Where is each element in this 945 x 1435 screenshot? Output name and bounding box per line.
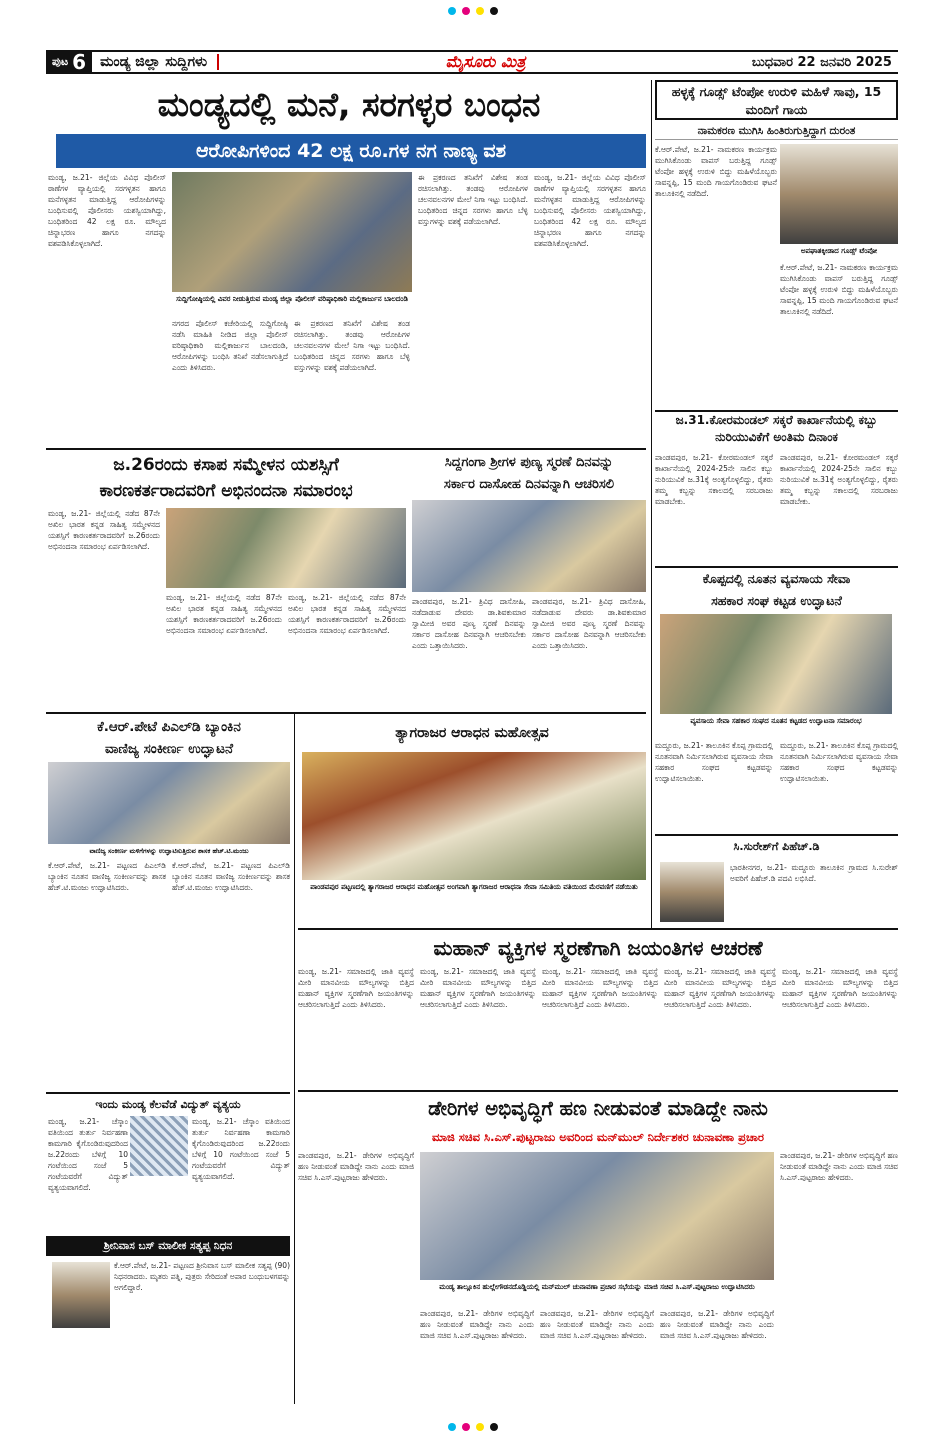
- phd-body: ಭಾರತೀನಗರ, ಜ.21- ಮದ್ದೂರು ತಾಲೂಕಿನ ಗ್ರಾಮದ ಸಿ.ಸುರೇಶ್ ಅವರಿಗೆ ಪಿಹೆಚ್.ಡಿ ಪದವಿ ಲಭಿಸಿದೆ.: [730, 863, 898, 883]
- masthead-brand: ಮೈಸೂರು ಮಿತ್ರ: [445, 52, 526, 71]
- dairy-photo: [420, 1152, 774, 1280]
- pld-photo-caption: ವಾಣಿಜ್ಯ ಸಂಕೀರ್ಣ ಮಳಿಗೆಗಳನ್ನು ಉದ್ಘಾಟಿಸುತ್ತಿರುವ ಶಾಸಕ ಹೆಚ್.ಟಿ.ಮಂಜು: [89, 847, 249, 855]
- sugar-body-right: ಪಾಂಡವಪುರ, ಜ.21- ಕೋರಮಂಡಲ್ ಸಕ್ಕರೆ ಕಾರ್ಖಾನೆಯಲ್ಲಿ 2024-25ನೇ ಸಾಲಿನ ಕಬ್ಬು ನುರಿಯುವಿಕೆ ಜ.31ಕ್ಕೆ ಅಂತ್ಯಗೊಳ್ಳಲಿದ್ದು, ರೈತರು ತಮ್ಮ ಕಬ್ಬನ್ನು ಸಕಾಲದಲ್ಲಿ ಸರಬರಾಜು ಮಾಡಬೇಕು.: [780, 453, 898, 506]
- kasapa-headline-1: ಜ.26ರಂದು ಕಸಾಪ ಸಮ್ಮೇಳನ ಯಶಸ್ಸಿಗೆ: [113, 455, 339, 475]
- divider-kasapa: [46, 448, 646, 450]
- koppa-photo-caption: ವ್ಯವಸಾಯ ಸೇವಾ ಸಹಕಾರ ಸಂಘದ ನೂತನ ಕಟ್ಟಡದ ಉದ್ಘಾಟನಾ ಸಮಾರಂಭ: [690, 717, 862, 725]
- koppa-body-left: ಮದ್ದೂರು, ಜ.21- ತಾಲೂಕಿನ ಕೊಪ್ಪ ಗ್ರಾಮದಲ್ಲಿ ನೂತನವಾಗಿ ನಿರ್ಮಿಸಲಾಗಿರುವ ವ್ಯವಸಾಯ ಸೇವಾ ಸಹಕಾರ ಸಂಘದ ಕಟ್ಟಡವನ್ನು ಉದ್ಘಾಟಿಸಲಾಯಿತು.: [655, 741, 773, 783]
- tyagaraja-headline: ತ್ಯಾಗರಾಜರ ಆರಾಧನ ಮಹೋತ್ಸವ: [395, 725, 549, 741]
- bus-owner-title: ಶ್ರೀನಿವಾಸ ಬಸ್ ಮಾಲೀಕ ಸತ್ಯಪ್ಪ ನಿಧನ: [103, 1240, 233, 1252]
- lead-body-col-4: ಈ ಪ್ರಕರಣದ ತನಿಖೆಗೆ ವಿಶೇಷ ತಂಡ ರಚಿಸಲಾಗಿತ್ತು. ತಂಡವು ಆರೋಪಿಗಳ ಚಲನವಲನಗಳ ಮೇಲೆ ನಿಗಾ ಇಟ್ಟು ಬಂಧಿಸಿದೆ. ಬಂಧಿತರಿಂದ ಚಿನ್ನದ ಸರಗಳು ಹಾಗೂ ಬೆಳ್ಳಿ ವಸ್ತುಗಳನ್ನು ವಶಕ್ಕೆ ಪಡೆಯಲಾಗಿದೆ.: [418, 173, 528, 226]
- power-headline: ಇಂದು ಮಂಡ್ಯ ಕೆಲವೆಡೆ ವಿದ್ಯುತ್ ವ್ಯತ್ಯಯ: [95, 1098, 241, 1111]
- kasapa-body-col-1: ಮಂಡ್ಯ, ಜ.21- ಜಿಲ್ಲೆಯಲ್ಲಿ ನಡೆದ 87ನೇ ಅಖಿಲ ಭಾರತ ಕನ್ನಡ ಸಾಹಿತ್ಯ ಸಮ್ಮೇಳನದ ಯಶಸ್ಸಿಗೆ ಕಾರಣಕರ್ತರಾದವರಿಗೆ ಜ.26ರಂದು ಅಭಿನಂದನಾ ಸಮಾರಂಭ ಏರ್ಪಡಿಸಲಾಗಿದೆ.: [48, 509, 160, 551]
- page-number: 6: [72, 50, 87, 74]
- power-body-left: ಮಂಡ್ಯ, ಜ.21- ಚೆಸ್ಕಾಂ ವತಿಯಿಂದ ತುರ್ತು ನಿರ್ವಹಣಾ ಕಾಮಗಾರಿ ಕೈಗೊಂಡಿರುವುದರಿಂದ ಜ.22ರಂದು ಬೆಳಿಗ್ಗೆ 10 ಗಂಟೆಯಿಂದ ಸಂಜೆ 5 ಗಂಟೆಯವರೆಗೆ ವಿದ್ಯುತ್ ವ್ಯತ್ಯಯವಾಗಲಿದೆ.: [48, 1117, 128, 1192]
- power-body-right: ಮಂಡ್ಯ, ಜ.21- ಚೆಸ್ಕಾಂ ವತಿಯಿಂದ ತುರ್ತು ನಿರ್ವಹಣಾ ಕಾಮಗಾರಿ ಕೈಗೊಂಡಿರುವುದರಿಂದ ಜ.22ರಂದು ಬೆಳಿಗ್ಗೆ 10 ಗಂಟೆಯಿಂದ ಸಂಜೆ 5 ಗಂಟೆಯವರೆಗೆ ವಿದ್ಯುತ್ ವ್ಯತ್ಯಯವಾಗಲಿದೆ.: [192, 1117, 290, 1181]
- jayanti-body-col-5: ಮಂಡ್ಯ, ಜ.21- ಸಮಾಜದಲ್ಲಿ ಜಾತಿ ವ್ಯವಸ್ಥೆ ಮೀರಿ ಮಾನವೀಯ ಮೌಲ್ಯಗಳನ್ನು ಬಿತ್ತಿದ ಮಹಾನ್ ವ್ಯಕ್ತಿಗಳ ಸ್ಮರಣೆಗಾಗಿ ಜಯಂತಿಗಳನ್ನು ಆಚರಿಸಲಾಗುತ್ತಿದೆ ಎಂದು ತಿಳಿಸಿದರು.: [782, 967, 898, 1009]
- issue-date: ಬುಧವಾರ 22 ಜನವರಿ 2025: [751, 54, 892, 70]
- koppa-body-right: ಮದ್ದೂರು, ಜ.21- ತಾಲೂಕಿನ ಕೊಪ್ಪ ಗ್ರಾಮದಲ್ಲಿ ನೂತನವಾಗಿ ನಿರ್ಮಿಸಲಾಗಿರುವ ವ್ಯವಸಾಯ ಸೇವಾ ಸಹಕಾರ ಸಂಘದ ಕಟ್ಟಡವನ್ನು ಉದ್ಘಾಟಿಸಲಾಯಿತು.: [780, 741, 898, 783]
- pld-headline-2: ವಾಣಿಜ್ಯ ಸಂಕೀರ್ಣ ಉದ್ಘಾಟನೆ: [104, 741, 234, 757]
- accident-photo-caption: ಅಪಘಾತಕ್ಕೀಡಾದ ಗೂಡ್ಸ್ ಟೆಂಪೋ: [800, 247, 878, 255]
- siddaganga-body-col-1: ಪಾಂಡವಪುರ, ಜ.21- ತ್ರಿವಿಧ ದಾಸೋಹಿ, ನಡೆದಾಡುವ ದೇವರು ಡಾ.ಶಿವಕುಮಾರ ಸ್ವಾಮೀಜಿ ಅವರ ಪುಣ್ಯ ಸ್ಮರಣೆ ದಿನವನ್ನು ಸರ್ಕಾರ ದಾಸೋಹ ದಿನವನ್ನಾಗಿ ಆಚರಿಸಬೇಕು ಎಂದು ಒತ್ತಾಯಿಸಿದರು.: [412, 597, 526, 650]
- registration-marks-top: [0, 0, 945, 8]
- lead-body-col-5: ಮಂಡ್ಯ, ಜ.21- ಜಿಲ್ಲೆಯ ವಿವಿಧ ಪೊಲೀಸ್ ಠಾಣೆಗಳ ವ್ಯಾಪ್ತಿಯಲ್ಲಿ ಸರಗಳ್ಳತನ ಹಾಗೂ ಮನೆಗಳ್ಳತನ ಮಾಡುತ್ತಿದ್ದ ಆರೋಪಿಗಳನ್ನು ಬಂಧಿಸುವಲ್ಲಿ ಪೊಲೀಸರು ಯಶಸ್ವಿಯಾಗಿದ್ದು, ಬಂಧಿತರಿಂದ 42 ಲಕ್ಷ ರೂ. ಮೌಲ್ಯದ ಚಿನ್ನಾಭರಣ ಹಾಗೂ ನಗದನ್ನು ವಶಪಡಿಸಿಕೊಳ್ಳಲಾಗಿದೆ.: [534, 173, 646, 248]
- accident-headline-box: [655, 80, 898, 120]
- accident-photo: [780, 144, 898, 244]
- jayanti-headline: ಮಹಾನ್ ವ್ಯಕ್ತಿಗಳ ಸ್ಮರಣೆಗಾಗಿ ಜಯಂತಿಗಳ ಆಚರಣೆ: [433, 936, 763, 960]
- sugar-headline: ಜ.31.ಕೋರಮಂಡಲ್ ಸಕ್ಕರೆ ಕಾರ್ಖಾನೆಯಲ್ಲಿ ಕಬ್ಬು ನುರಿಯುವಿಕೆಗೆ ಅಂತಿಮ ದಿನಾಂಕ: [675, 413, 878, 444]
- dairy-headline: ಡೇರಿಗಳ ಅಭಿವೃದ್ಧಿಗೆ ಹಣ ನೀಡುವಂತೆ ಮಾಡಿದ್ದೇ ನಾನು: [428, 1097, 768, 1120]
- accident-headline: ಹಳ್ಳಕ್ಕೆ ಗೂಡ್ಸ್ ಟೆಂಪೋ ಉರುಳಿ ಮಹಿಳೆ ಸಾವು, 15 ಮಂದಿಗೆ ಗಾಯ: [671, 84, 882, 117]
- kasapa-headline-2: ಕಾರಣಕರ್ತರಾದವರಿಗೆ ಅಭಿನಂದನಾ ಸಮಾರಂಭ: [99, 481, 353, 501]
- koppa-headline-1: ಕೊಪ್ಪದಲ್ಲಿ ನೂತನ ವ್ಯವಸಾಯ ಸೇವಾ: [702, 571, 851, 586]
- jayanti-body-col-2: ಮಂಡ್ಯ, ಜ.21- ಸಮಾಜದಲ್ಲಿ ಜಾತಿ ವ್ಯವಸ್ಥೆ ಮೀರಿ ಮಾನವೀಯ ಮೌಲ್ಯಗಳನ್ನು ಬಿತ್ತಿದ ಮಹಾನ್ ವ್ಯಕ್ತಿಗಳ ಸ್ಮರಣೆಗಾಗಿ ಜಯಂತಿಗಳನ್ನು ಆಚರಿಸಲಾಗುತ್ತಿದೆ ಎಂದು ತಿಳಿಸಿದರು.: [420, 967, 536, 1009]
- page-header: [46, 50, 898, 74]
- dairy-body-col-5: ಪಾಂಡವಪುರ, ಜ.21- ಡೇರಿಗಳ ಅಭಿವೃದ್ಧಿಗೆ ಹಣ ನೀಡುವಂತೆ ಮಾಡಿದ್ದೇ ನಾನು ಎಂದು ಮಾಜಿ ಸಚಿವ ಸಿ.ಎಸ್.ಪುಟ್ಟರಾಜು ಹೇಳಿದರು.: [780, 1151, 898, 1182]
- dairy-body-col-1: ಪಾಂಡವಪುರ, ಜ.21- ಡೇರಿಗಳ ಅಭಿವೃದ್ಧಿಗೆ ಹಣ ನೀಡುವಂತೆ ಮಾಡಿದ್ದೇ ನಾನು ಎಂದು ಮಾಜಿ ಸಚಿವ ಸಿ.ಎಸ್.ಪುಟ್ಟರಾಜು ಹೇಳಿದರು.: [298, 1151, 414, 1182]
- koppa-photo: [660, 614, 892, 714]
- pld-body-col-1: ಕೆ.ಆರ್.ಪೇಟೆ, ಜ.21- ಪಟ್ಟಣದ ಪಿಎಲ್‌ಡಿ ಬ್ಯಾಂಕಿನ ನೂತನ ವಾಣಿಜ್ಯ ಸಂಕೀರ್ಣವನ್ನು ಶಾಸಕ ಹೆಚ್.ಟಿ.ಮಂಜು ಉದ್ಘಾಟಿಸಿದರು.: [48, 861, 166, 892]
- dairy-body-col-4: ಪಾಂಡವಪುರ, ಜ.21- ಡೇರಿಗಳ ಅಭಿವೃದ್ಧಿಗೆ ಹಣ ನೀಡುವಂತೆ ಮಾಡಿದ್ದೇ ನಾನು ಎಂದು ಮಾಜಿ ಸಚಿವ ಸಿ.ಎಸ್.ಪುಟ್ಟರಾಜು ಹೇಳಿದರು.: [660, 1309, 774, 1340]
- dairy-subhead: ಮಾಜಿ ಸಚಿವ ಸಿ.ಎಸ್.ಪುಟ್ಟರಾಜು ಅವರಿಂದ ಮನ್‌ಮುಲ್ ನಿರ್ದೇಶಕರ ಚುನಾವಣಾ ಪ್ರಚಾರ: [432, 1130, 764, 1144]
- divider-power: [46, 1092, 290, 1094]
- column-rule-left: [294, 714, 295, 1404]
- tyagaraja-photo-caption: ಪಾಂಡವಪುರ ಪಟ್ಟಣದಲ್ಲಿ ತ್ಯಾಗರಾಜರ ಆರಾಧನ ಮಹೋತ್ಸವ ಅಂಗವಾಗಿ ತ್ಯಾಗರಾಜರ ಆರಾಧನಾ ಸೇವಾ ಸಮಿತಿಯ ವತಿಯಿಂದ ಮೆರವಣಿಗೆ ನಡೆಯಿತು: [310, 883, 638, 891]
- registration-marks-bottom: [0, 1416, 945, 1424]
- phd-title-box: [655, 834, 898, 858]
- lead-body-col-3: ಈ ಪ್ರಕರಣದ ತನಿಖೆಗೆ ವಿಶೇಷ ತಂಡ ರಚಿಸಲಾಗಿತ್ತು. ತಂಡವು ಆರೋಪಿಗಳ ಚಲನವಲನಗಳ ಮೇಲೆ ನಿಗಾ ಇಟ್ಟು ಬಂಧಿಸಿದೆ. ಬಂಧಿತರಿಂದ ಚಿನ್ನದ ಸರಗಳು ಹಾಗೂ ಬೆಳ್ಳಿ ವಸ್ತುಗಳನ್ನು ವಶಕ್ಕೆ ಪಡೆಯಲಾಗಿದೆ.: [294, 319, 410, 372]
- divider-pld: [46, 712, 646, 714]
- koppa-headline-2: ಸಹಕಾರ ಸಂಘ ಕಟ್ಟಡ ಉದ್ಘಾಟನೆ: [711, 593, 842, 608]
- lead-body-col-2: ನಗರದ ಪೊಲೀಸ್ ಕಚೇರಿಯಲ್ಲಿ ಸುದ್ದಿಗೋಷ್ಠಿ ನಡೆಸಿ ಮಾಹಿತಿ ನೀಡಿದ ಜಿಲ್ಲಾ ಪೊಲೀಸ್ ವರಿಷ್ಠಾಧಿಕಾರಿ ಮಲ್ಲಿಕಾರ್ಜುನ ಬಾಲದಂಡಿ, ಆರೋಪಿಗಳನ್ನು ಬಂಧಿಸಿ ತನಿಖೆ ನಡೆಸಲಾಗುತ್ತಿದೆ ಎಂದು ತಿಳಿಸಿದರು.: [172, 319, 288, 372]
- phd-title: ಸಿ.ಸುರೇಶ್‌ಗೆ ಪಿಹೆಚ್.ಡಿ: [733, 840, 820, 853]
- tyagaraja-photo: [302, 752, 646, 880]
- koppa-headline-box: [655, 566, 898, 612]
- divider-jayanti: [298, 928, 898, 930]
- kasapa-photo: [166, 508, 406, 588]
- bus-owner-portrait: [52, 1262, 110, 1328]
- bus-owner-body: ಕೆ.ಆರ್.ಪೇಟೆ, ಜ.21- ಪಟ್ಟಣದ ಶ್ರೀನಿವಾಸ ಬಸ್ ಮಾಲೀಕ ಸತ್ಯಪ್ಪ (90) ನಿಧನರಾದರು. ಮೃತರು ಪತ್ನಿ, ಪುತ್ರರು ಸೇರಿದಂತೆ ಅಪಾರ ಬಂಧುಬಳಗವನ್ನು ಅಗಲಿದ್ದಾರೆ.: [114, 1261, 290, 1292]
- dairy-photo-caption: ಮಂಡ್ಯ ತಾಲ್ಲೂಕಿನ ಹುಲ್ಲೇಗೌಡನದೊಡ್ಡಿಯಲ್ಲಿ ಮನ್‌ಮುಲ್ ಚುನಾವಣಾ ಪ್ರಚಾರ ಸಭೆಯನ್ನು ಮಾಜಿ ಸಚಿವ ಸಿ.ಎಸ್.ಪುಟ್ಟರಾಜು ಉದ್ಘಾಟಿಸಿದರು: [439, 1283, 755, 1291]
- pld-photo: [48, 762, 290, 844]
- siddaganga-body-col-2: ಪಾಂಡವಪುರ, ಜ.21- ತ್ರಿವಿಧ ದಾಸೋಹಿ, ನಡೆದಾಡುವ ದೇವರು ಡಾ.ಶಿವಕುಮಾರ ಸ್ವಾಮೀಜಿ ಅವರ ಪುಣ್ಯ ಸ್ಮರಣೆ ದಿನವನ್ನು ಸರ್ಕಾರ ದಾಸೋಹ ದಿನವನ್ನಾಗಿ ಆಚರಿಸಬೇಕು ಎಂದು ಒತ್ತಾಯಿಸಿದರು.: [532, 597, 646, 650]
- kasapa-body-col-3: ಮಂಡ್ಯ, ಜ.21- ಜಿಲ್ಲೆಯಲ್ಲಿ ನಡೆದ 87ನೇ ಅಖಿಲ ಭಾರತ ಕನ್ನಡ ಸಾಹಿತ್ಯ ಸಮ್ಮೇಳನದ ಯಶಸ್ಸಿಗೆ ಕಾರಣಕರ್ತರಾದವರಿಗೆ ಜ.26ರಂದು ಅಭಿನಂದನಾ ಸಮಾರಂಭ ಏರ್ಪಡಿಸಲಾಗಿದೆ.: [288, 593, 406, 635]
- dairy-body-col-3: ಪಾಂಡವಪುರ, ಜ.21- ಡೇರಿಗಳ ಅಭಿವೃದ್ಧಿಗೆ ಹಣ ನೀಡುವಂತೆ ಮಾಡಿದ್ದೇ ನಾನು ಎಂದು ಮಾಜಿ ಸಚಿವ ಸಿ.ಎಸ್.ಪುಟ್ಟರಾಜು ಹೇಳಿದರು.: [540, 1309, 654, 1340]
- lead-photo-caption: ಸುದ್ದಿಗೋಷ್ಠಿಯಲ್ಲಿ ವಿವರ ನೀಡುತ್ತಿರುವ ಮಂಡ್ಯ ಜಿಲ್ಲಾ ಪೊಲೀಸ್ ವರಿಷ್ಠಾಧಿಕಾರಿ ಮಲ್ಲಿಕಾರ್ಜುನ ಬಾಲದಂಡಿ: [176, 295, 408, 303]
- pld-headline-1: ಕೆ.ಆರ್.ಪೇಟೆ ಪಿಎಲ್‌ಡಿ ಬ್ಯಾಂಕಿನ: [97, 719, 241, 735]
- power-tower-illustration: [130, 1116, 188, 1176]
- accident-body-right: ಕೆ.ಆರ್.ಪೇಟೆ, ಜ.21- ನಾಮಕರಣ ಕಾರ್ಯಕ್ರಮ ಮುಗಿಸಿಕೊಂಡು ವಾಪಸ್ ಬರುತ್ತಿದ್ದ ಗೂಡ್ಸ್ ಟೆಂಪೋ ಹಳ್ಳಕ್ಕೆ ಉರುಳಿ ಬಿದ್ದು ಮಹಿಳೆಯೊಬ್ಬರು ಸಾವನ್ನಪ್ಪಿ, 15 ಮಂದಿ ಗಾಯಗೊಂಡಿರುವ ಘಟನೆ ತಾಲೂಕಿನಲ್ಲಿ ನಡೆದಿದೆ.: [780, 263, 898, 316]
- siddaganga-headline-1: ಸಿದ್ದಗಂಗಾ ಶ್ರೀಗಳ ಪುಣ್ಯ ಸ್ಮರಣೆ ದಿನವನ್ನು: [444, 455, 614, 470]
- jayanti-body-col-3: ಮಂಡ್ಯ, ಜ.21- ಸಮಾಜದಲ್ಲಿ ಜಾತಿ ವ್ಯವಸ್ಥೆ ಮೀರಿ ಮಾನವೀಯ ಮೌಲ್ಯಗಳನ್ನು ಬಿತ್ತಿದ ಮಹಾನ್ ವ್ಯಕ್ತಿಗಳ ಸ್ಮರಣೆಗಾಗಿ ಜಯಂತಿಗಳನ್ನು ಆಚರಿಸಲಾಗುತ್ತಿದೆ ಎಂದು ತಿಳಿಸಿದರು.: [542, 967, 658, 1009]
- bus-owner-title-box: [46, 1236, 290, 1256]
- siddaganga-photo: [412, 500, 646, 592]
- section-title: ಮಂಡ್ಯ ಜಿಲ್ಲಾ ಸುದ್ದಿಗಳು: [100, 54, 219, 70]
- lead-press-photo: [172, 172, 412, 292]
- column-rule-right: [651, 80, 652, 928]
- jayanti-body-col-4: ಮಂಡ್ಯ, ಜ.21- ಸಮಾಜದಲ್ಲಿ ಜಾತಿ ವ್ಯವಸ್ಥೆ ಮೀರಿ ಮಾನವೀಯ ಮೌಲ್ಯಗಳನ್ನು ಬಿತ್ತಿದ ಮಹಾನ್ ವ್ಯಕ್ತಿಗಳ ಸ್ಮರಣೆಗಾಗಿ ಜಯಂತಿಗಳನ್ನು ಆಚರಿಸಲಾಗುತ್ತಿದೆ ಎಂದು ತಿಳಿಸಿದರು.: [664, 967, 776, 1009]
- sugar-headline-box: [655, 410, 898, 448]
- siddaganga-headline-2: ಸರ್ಕಾರ ದಾಸೋಹ ದಿನವನ್ನಾಗಿ ಆಚರಿಸಲಿ: [443, 477, 615, 492]
- pld-body-col-2: ಕೆ.ಆರ್.ಪೇಟೆ, ಜ.21- ಪಟ್ಟಣದ ಪಿಎಲ್‌ಡಿ ಬ್ಯಾಂಕಿನ ನೂತನ ವಾಣಿಜ್ಯ ಸಂಕೀರ್ಣವನ್ನು ಶಾಸಕ ಹೆಚ್.ಟಿ.ಮಂಜು ಉದ್ಘಾಟಿಸಿದರು.: [172, 861, 290, 892]
- lead-subhead: ಆರೋಪಿಗಳಿಂದ 42 ಲಕ್ಷ ರೂ.ಗಳ ನಗ ನಾಣ್ಯ ವಶ: [56, 134, 646, 168]
- lead-body-col-1: ಮಂಡ್ಯ, ಜ.21- ಜಿಲ್ಲೆಯ ವಿವಿಧ ಪೊಲೀಸ್ ಠಾಣೆಗಳ ವ್ಯಾಪ್ತಿಯಲ್ಲಿ ಸರಗಳ್ಳತನ ಹಾಗೂ ಮನೆಗಳ್ಳತನ ಮಾಡುತ್ತಿದ್ದ ಆರೋಪಿಗಳನ್ನು ಬಂಧಿಸುವಲ್ಲಿ ಪೊಲೀಸರು ಯಶಸ್ವಿಯಾಗಿದ್ದು, ಬಂಧಿತರಿಂದ 42 ಲಕ್ಷ ರೂ. ಮೌಲ್ಯದ ಚಿನ್ನಾಭರಣ ಹಾಗೂ ನಗದನ್ನು ವಶಪಡಿಸಿಕೊಳ್ಳಲಾಗಿದೆ.: [48, 173, 166, 248]
- sugar-body-left: ಪಾಂಡವಪುರ, ಜ.21- ಕೋರಮಂಡಲ್ ಸಕ್ಕರೆ ಕಾರ್ಖಾನೆಯಲ್ಲಿ 2024-25ನೇ ಸಾಲಿನ ಕಬ್ಬು ನುರಿಯುವಿಕೆ ಜ.31ಕ್ಕೆ ಅಂತ್ಯಗೊಳ್ಳಲಿದ್ದು, ರೈತರು ತಮ್ಮ ಕಬ್ಬನ್ನು ಸಕಾಲದಲ್ಲಿ ಸರಬರಾಜು ಮಾಡಬೇಕು.: [655, 453, 773, 506]
- phd-portrait: [660, 862, 724, 922]
- page-number-box: [46, 50, 92, 74]
- lead-headline: ಮಂಡ್ಯದಲ್ಲಿ ಮನೆ, ಸರಗಳ್ಳರ ಬಂಧನ: [157, 85, 541, 124]
- kasapa-body-col-2: ಮಂಡ್ಯ, ಜ.21- ಜಿಲ್ಲೆಯಲ್ಲಿ ನಡೆದ 87ನೇ ಅಖಿಲ ಭಾರತ ಕನ್ನಡ ಸಾಹಿತ್ಯ ಸಮ್ಮೇಳನದ ಯಶಸ್ಸಿಗೆ ಕಾರಣಕರ್ತರಾದವರಿಗೆ ಜ.26ರಂದು ಅಭಿನಂದನಾ ಸಮಾರಂಭ ಏರ್ಪಡಿಸಲಾಗಿದೆ.: [166, 593, 282, 635]
- accident-kicker: ನಾಮಕರಣ ಮುಗಿಸಿ ಹಿಂತಿರುಗುತ್ತಿದ್ದಾಗ ದುರಂತ: [655, 122, 898, 140]
- dairy-body-col-2: ಪಾಂಡವಪುರ, ಜ.21- ಡೇರಿಗಳ ಅಭಿವೃದ್ಧಿಗೆ ಹಣ ನೀಡುವಂತೆ ಮಾಡಿದ್ದೇ ನಾನು ಎಂದು ಮಾಜಿ ಸಚಿವ ಸಿ.ಎಸ್.ಪುಟ್ಟರಾಜು ಹೇಳಿದರು.: [420, 1309, 534, 1340]
- jayanti-body-col-1: ಮಂಡ್ಯ, ಜ.21- ಸಮಾಜದಲ್ಲಿ ಜಾತಿ ವ್ಯವಸ್ಥೆ ಮೀರಿ ಮಾನವೀಯ ಮೌಲ್ಯಗಳನ್ನು ಬಿತ್ತಿದ ಮಹಾನ್ ವ್ಯಕ್ತಿಗಳ ಸ್ಮರಣೆಗಾಗಿ ಜಯಂತಿಗಳನ್ನು ಆಚರಿಸಲಾಗುತ್ತಿದೆ ಎಂದು ತಿಳಿಸಿದರು.: [298, 967, 414, 1009]
- page-label: ಪುಟ: [52, 55, 69, 68]
- divider-dairy: [298, 1090, 898, 1092]
- accident-body-left: ಕೆ.ಆರ್.ಪೇಟೆ, ಜ.21- ನಾಮಕರಣ ಕಾರ್ಯಕ್ರಮ ಮುಗಿಸಿಕೊಂಡು ವಾಪಸ್ ಬರುತ್ತಿದ್ದ ಗೂಡ್ಸ್ ಟೆಂಪೋ ಹಳ್ಳಕ್ಕೆ ಉರುಳಿ ಬಿದ್ದು ಮಹಿಳೆಯೊಬ್ಬರು ಸಾವನ್ನಪ್ಪಿ, 15 ಮಂದಿ ಗಾಯಗೊಂಡಿರುವ ಘಟನೆ ತಾಲೂಕಿನಲ್ಲಿ ನಡೆದಿದೆ.: [655, 145, 777, 198]
